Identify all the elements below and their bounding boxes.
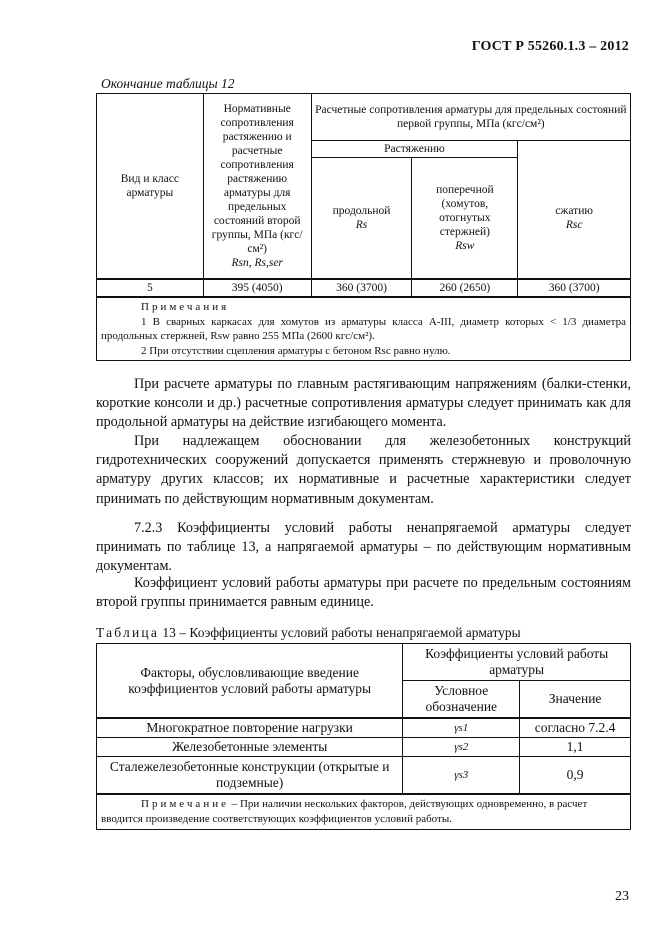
paragraph: При надлежащем обосновании для железобетонных конструкций гидротехнических сооружений допускается применять стержневую и проволочную арматуру других классов; их нормативные и расчетные характеристики следует принимать по действующим нормативным документам. (96, 433, 631, 507)
col-header-design: Расчетные сопротивления арматуры для предельных состояний первой группы, МПа (кгс/см²) (311, 94, 630, 141)
col-header-compression: сжатию Rsc (518, 158, 631, 280)
col-header-type: Вид и класс арматуры (97, 94, 204, 280)
col-header-tension: Растяжению (311, 141, 518, 158)
table-12-notes (97, 297, 631, 361)
table-row: Сталежелезобетонные конструкции (открытые и подземные) γs3 0,9 (97, 757, 631, 795)
table-row: Многократное повторение нагрузки γs1 согласно 7.2.4 (97, 718, 631, 738)
table-12-caption: Окончание таблицы 12 (101, 76, 235, 91)
paragraph: 7.2.3 Коэффициенты условий работы ненапрягаемой арматуры следует принимать по таблице 13, а напрягаемой арматуры – по действующим нормативным документам. (96, 520, 631, 575)
document-header: ГОСТ Р 55260.1.3 – 2012 (471, 39, 629, 54)
table-13-note (97, 794, 631, 830)
col-header-longitudinal: продольной Rs (311, 158, 412, 280)
col-header-factors: Факторы, обусловливающие введение коэффициентов условий работы арматуры (97, 644, 403, 719)
paragraph: Коэффициент условий работы арматуры при расчете по предельным состояниям второй группы принимается равным единице. (96, 575, 631, 611)
notes-title: Примечания (141, 301, 230, 313)
table-row: Железобетонные элементы γs2 1,1 (97, 738, 631, 757)
note-title: Примечание (141, 798, 229, 810)
table-row: 5 395 (4050) 360 (3700) 260 (2650) 360 (3700) (97, 279, 631, 297)
col-header-normative (203, 94, 311, 280)
note-2: 2 При отсутствии сцепления арматуры с бетоном Rsc равно нулю. (141, 344, 451, 357)
col-header-normative-text: Нормативные сопротивления растяжению и расчетные сопротивления растяжению арматуры для предельных состояний второй группы, МПа (кгс/см²) (211, 103, 303, 255)
note-text: – При наличии нескольких факторов, действующих одновременно, в расчет вводится произведение соответствующих коэффициентов условий работы. (101, 798, 588, 825)
table-12 (96, 93, 631, 361)
table-13-caption: Таблица 13 – Коэффициенты условий работы ненапрягаемой арматуры (96, 625, 521, 640)
page-number: 23 (615, 889, 629, 904)
paragraph: При расчете арматуры по главным растягивающим напряжениям (балки-стенки, короткие консоли и др.) расчетные сопротивления арматуры следует принимать как для продольной арматуры на действие изгибающего момента. (96, 376, 631, 431)
col-header-value: Значение (520, 681, 631, 719)
col-header-symbol: Условное обозначение (403, 681, 520, 719)
col-header-transverse: поперечной (хомутов, отогнутых стержней) Rsw (412, 158, 518, 280)
table-13 (96, 643, 631, 830)
col-header-coefficients: Коэффициенты условий работы арматуры (403, 644, 631, 681)
note-1: 1 В сварных каркасах для хомутов из арматуры класса А-III, диаметр которых < 1/3 диаметра продольных стержней, Rsw равно 255 МПа (2600 кгс/см²). (101, 315, 626, 342)
col-header-normative-symbols: Rsn, Rs,ser (231, 257, 283, 269)
